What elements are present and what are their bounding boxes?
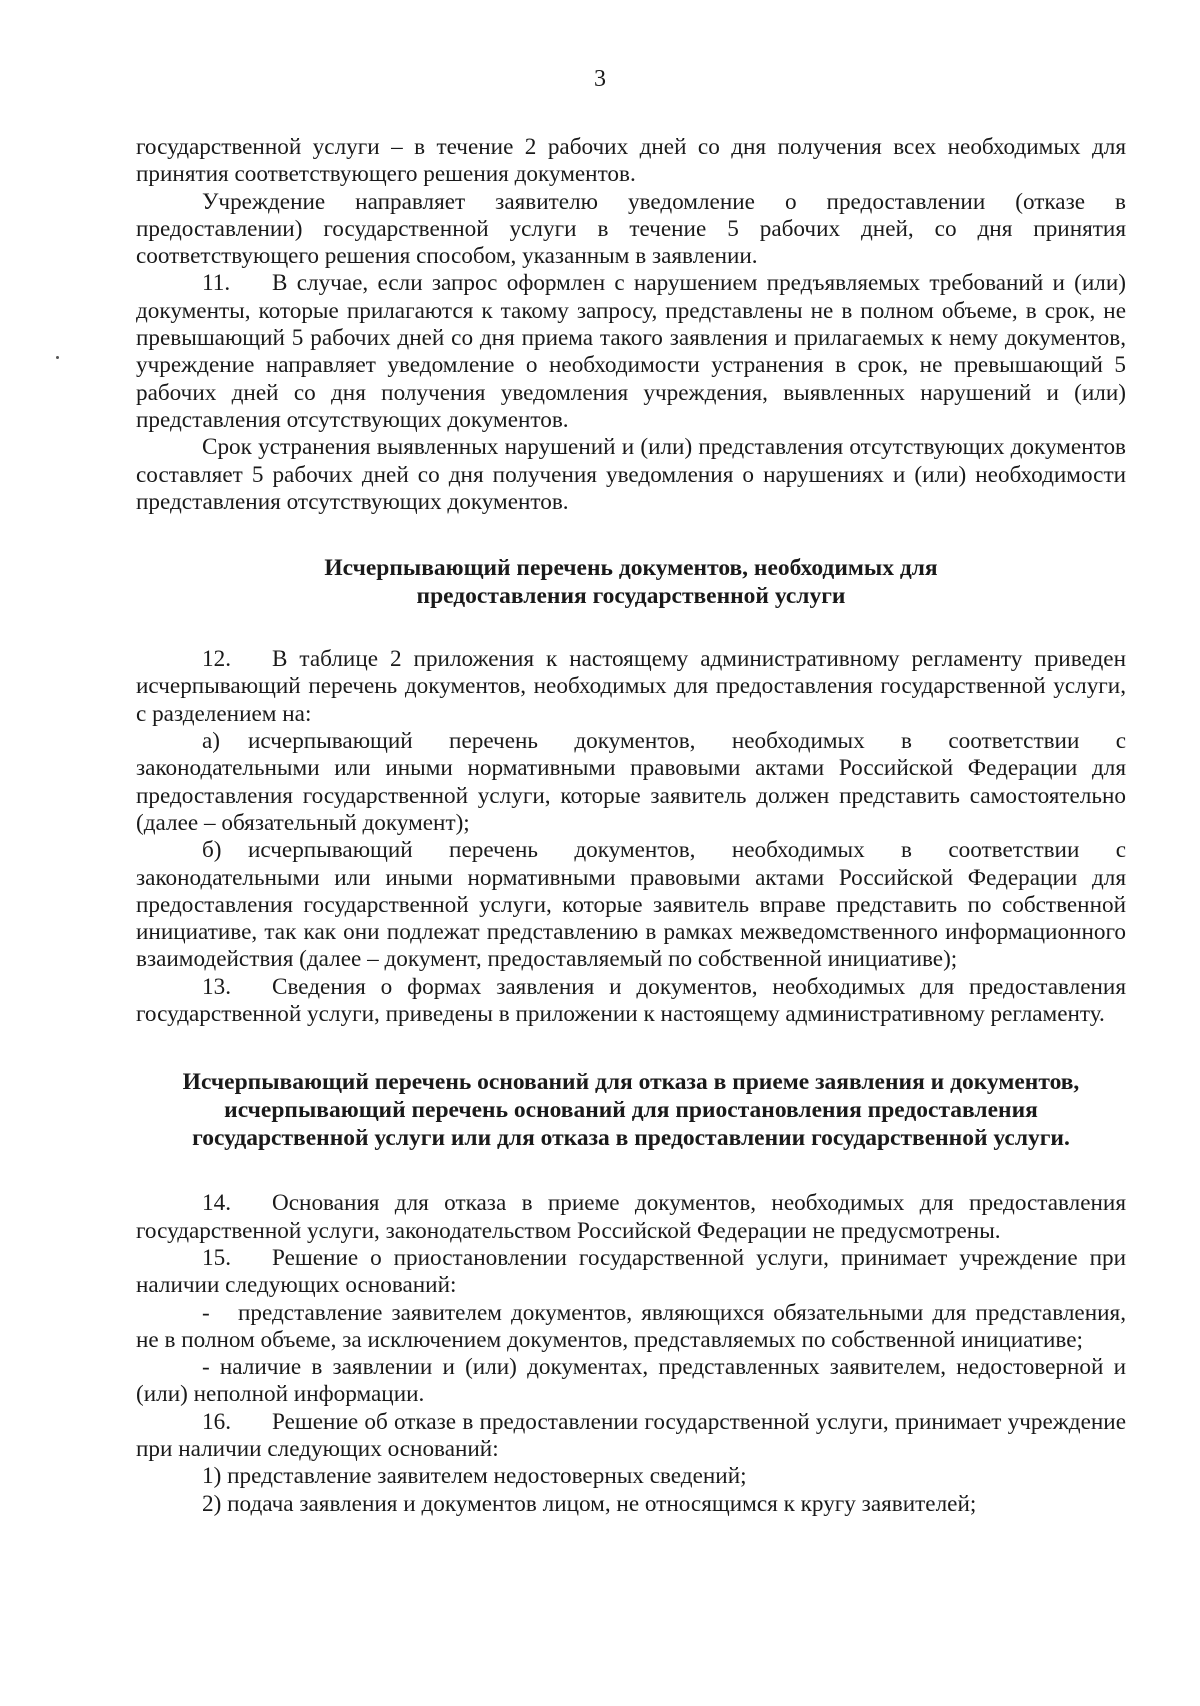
bullet-dash: - [202, 1299, 210, 1326]
section-heading-refusal [136, 1068, 1126, 1152]
list-text: исчерпывающий перечень документов, необходимых в соответствии с законодательными или иными нормативными правовыми актами Российской Федерации для предоставления государственной услуги, которые заявитель вправе представить по собственной инициативе, так как они подлежат представлению в рамках межведомственного информационного взаимодействия (далее – документ, предоставляемый по собственной инициативе); [136, 837, 1126, 973]
paragraph-notification: Учреждение направляет заявителю уведомление о предоставлении (отказе в предоставлении) государственной услуги в течение 5 рабочих дней, со дня принятия соответствующего решения способом, указанным в заявлении. [136, 188, 1126, 270]
heading-line: Исчерпывающий перечень оснований для отказа в приеме заявления и документов, [182, 1069, 1080, 1096]
item-number: 13. [202, 973, 231, 1000]
list-text: исчерпывающий перечень документов, необходимых в соответствии с законодательными или иными нормативными правовыми актами Российской Федерации для предоставления государственной услуги, которые заявитель должен представить самостоятельно (далее – обязательный документ); [136, 728, 1126, 836]
paragraph-item-14 [136, 1190, 1126, 1245]
item-number: 11. [202, 270, 231, 297]
item-text: Сведения о формах заявления и документов, необходимых для предоставления государственной услуги, приведены в приложении к настоящему административному регламенту. [136, 973, 1126, 1028]
item-number: 15. [202, 1244, 231, 1271]
item-text: Основания для отказа в приеме документов, необходимых для предоставления государственной услуги, законодательством Российской Федерации не предусмотрены. [136, 1190, 1126, 1244]
scan-speck [56, 356, 59, 359]
item-text: В случае, если запрос оформлен с нарушением предъявляемых требований и (или) документы, которые прилагаются к такому запросу, представлены не в полном объеме, в срок, не превышающий 5 рабочих дней со дня приема такого заявления и прилагаемых к нему документов, учреждение направляет уведомление о необходимости устранения в срок, не превышающий 5 рабочих дней со дня получения уведомления учреждения, выявленных нарушений и (или) представления отсутствующих документов. [136, 270, 1126, 433]
paragraph-deadline: Срок устранения выявленных нарушений и (или) представления отсутствующих документов составляет 5 рабочих дней со дня получения уведомления о нарушениях и (или) необходимости представления отсутствующих документов. [136, 434, 1126, 515]
paragraph-item-15 [136, 1245, 1126, 1300]
document-body [136, 134, 1126, 1518]
heading-line: Исчерпывающий перечень документов, необходимых для [324, 555, 938, 582]
paragraph-item-16 [136, 1409, 1126, 1464]
heading-line: государственной услуги или для отказа в предоставлении государственной услуги. [192, 1125, 1070, 1152]
item-text: Решение о приостановлении государственной услуги, принимает учреждение при наличии следующих оснований: [136, 1244, 1126, 1299]
bullet-text: представление заявителем документов, являющихся обязательными для представления, не в полном объеме, за исключением документов, представляемых по собственной инициативе; [136, 1299, 1126, 1353]
paragraph-item-12 [136, 646, 1126, 728]
numbered-list-item-1: 1) представление заявителем недостоверных сведений; [202, 1463, 747, 1490]
section-heading-documents [136, 554, 1126, 610]
paragraph-item-13 [136, 974, 1126, 1029]
heading-line: исчерпывающий перечень оснований для приостановления предоставления [224, 1097, 1038, 1124]
list-label: б) [202, 837, 222, 864]
list-item-b [136, 837, 1126, 973]
bullet-item-2: - наличие в заявлении и (или) документах, представленных заявителем, недостоверной и (или) неполной информации. [136, 1354, 1126, 1408]
item-text: Решение об отказе в предоставлении государственной услуги, принимает учреждение при наличии следующих оснований: [136, 1408, 1126, 1462]
item-number: 14. [202, 1190, 231, 1217]
paragraph-item-11 [136, 270, 1126, 434]
item-number: 12. [202, 646, 231, 673]
heading-line: предоставления государственной услуги [416, 583, 846, 610]
item-text: В таблице 2 приложения к настоящему административному регламенту приведен исчерпывающий перечень документов, необходимых для предоставления государственной услуги, с разделением на: [136, 646, 1126, 727]
numbered-list-item-2: 2) подача заявления и документов лицом, не относящимся к кругу заявителей; [202, 1490, 977, 1517]
page-number: 3 [594, 66, 606, 92]
item-number: 16. [202, 1408, 231, 1435]
bullet-item-1 [136, 1300, 1126, 1355]
paragraph-continuation: государственной услуги – в течение 2 рабочих дней со дня получения всех необходимых для принятия соответствующего решения документов. [136, 134, 1126, 188]
list-item-a [136, 728, 1126, 837]
list-label: а) [202, 728, 221, 755]
